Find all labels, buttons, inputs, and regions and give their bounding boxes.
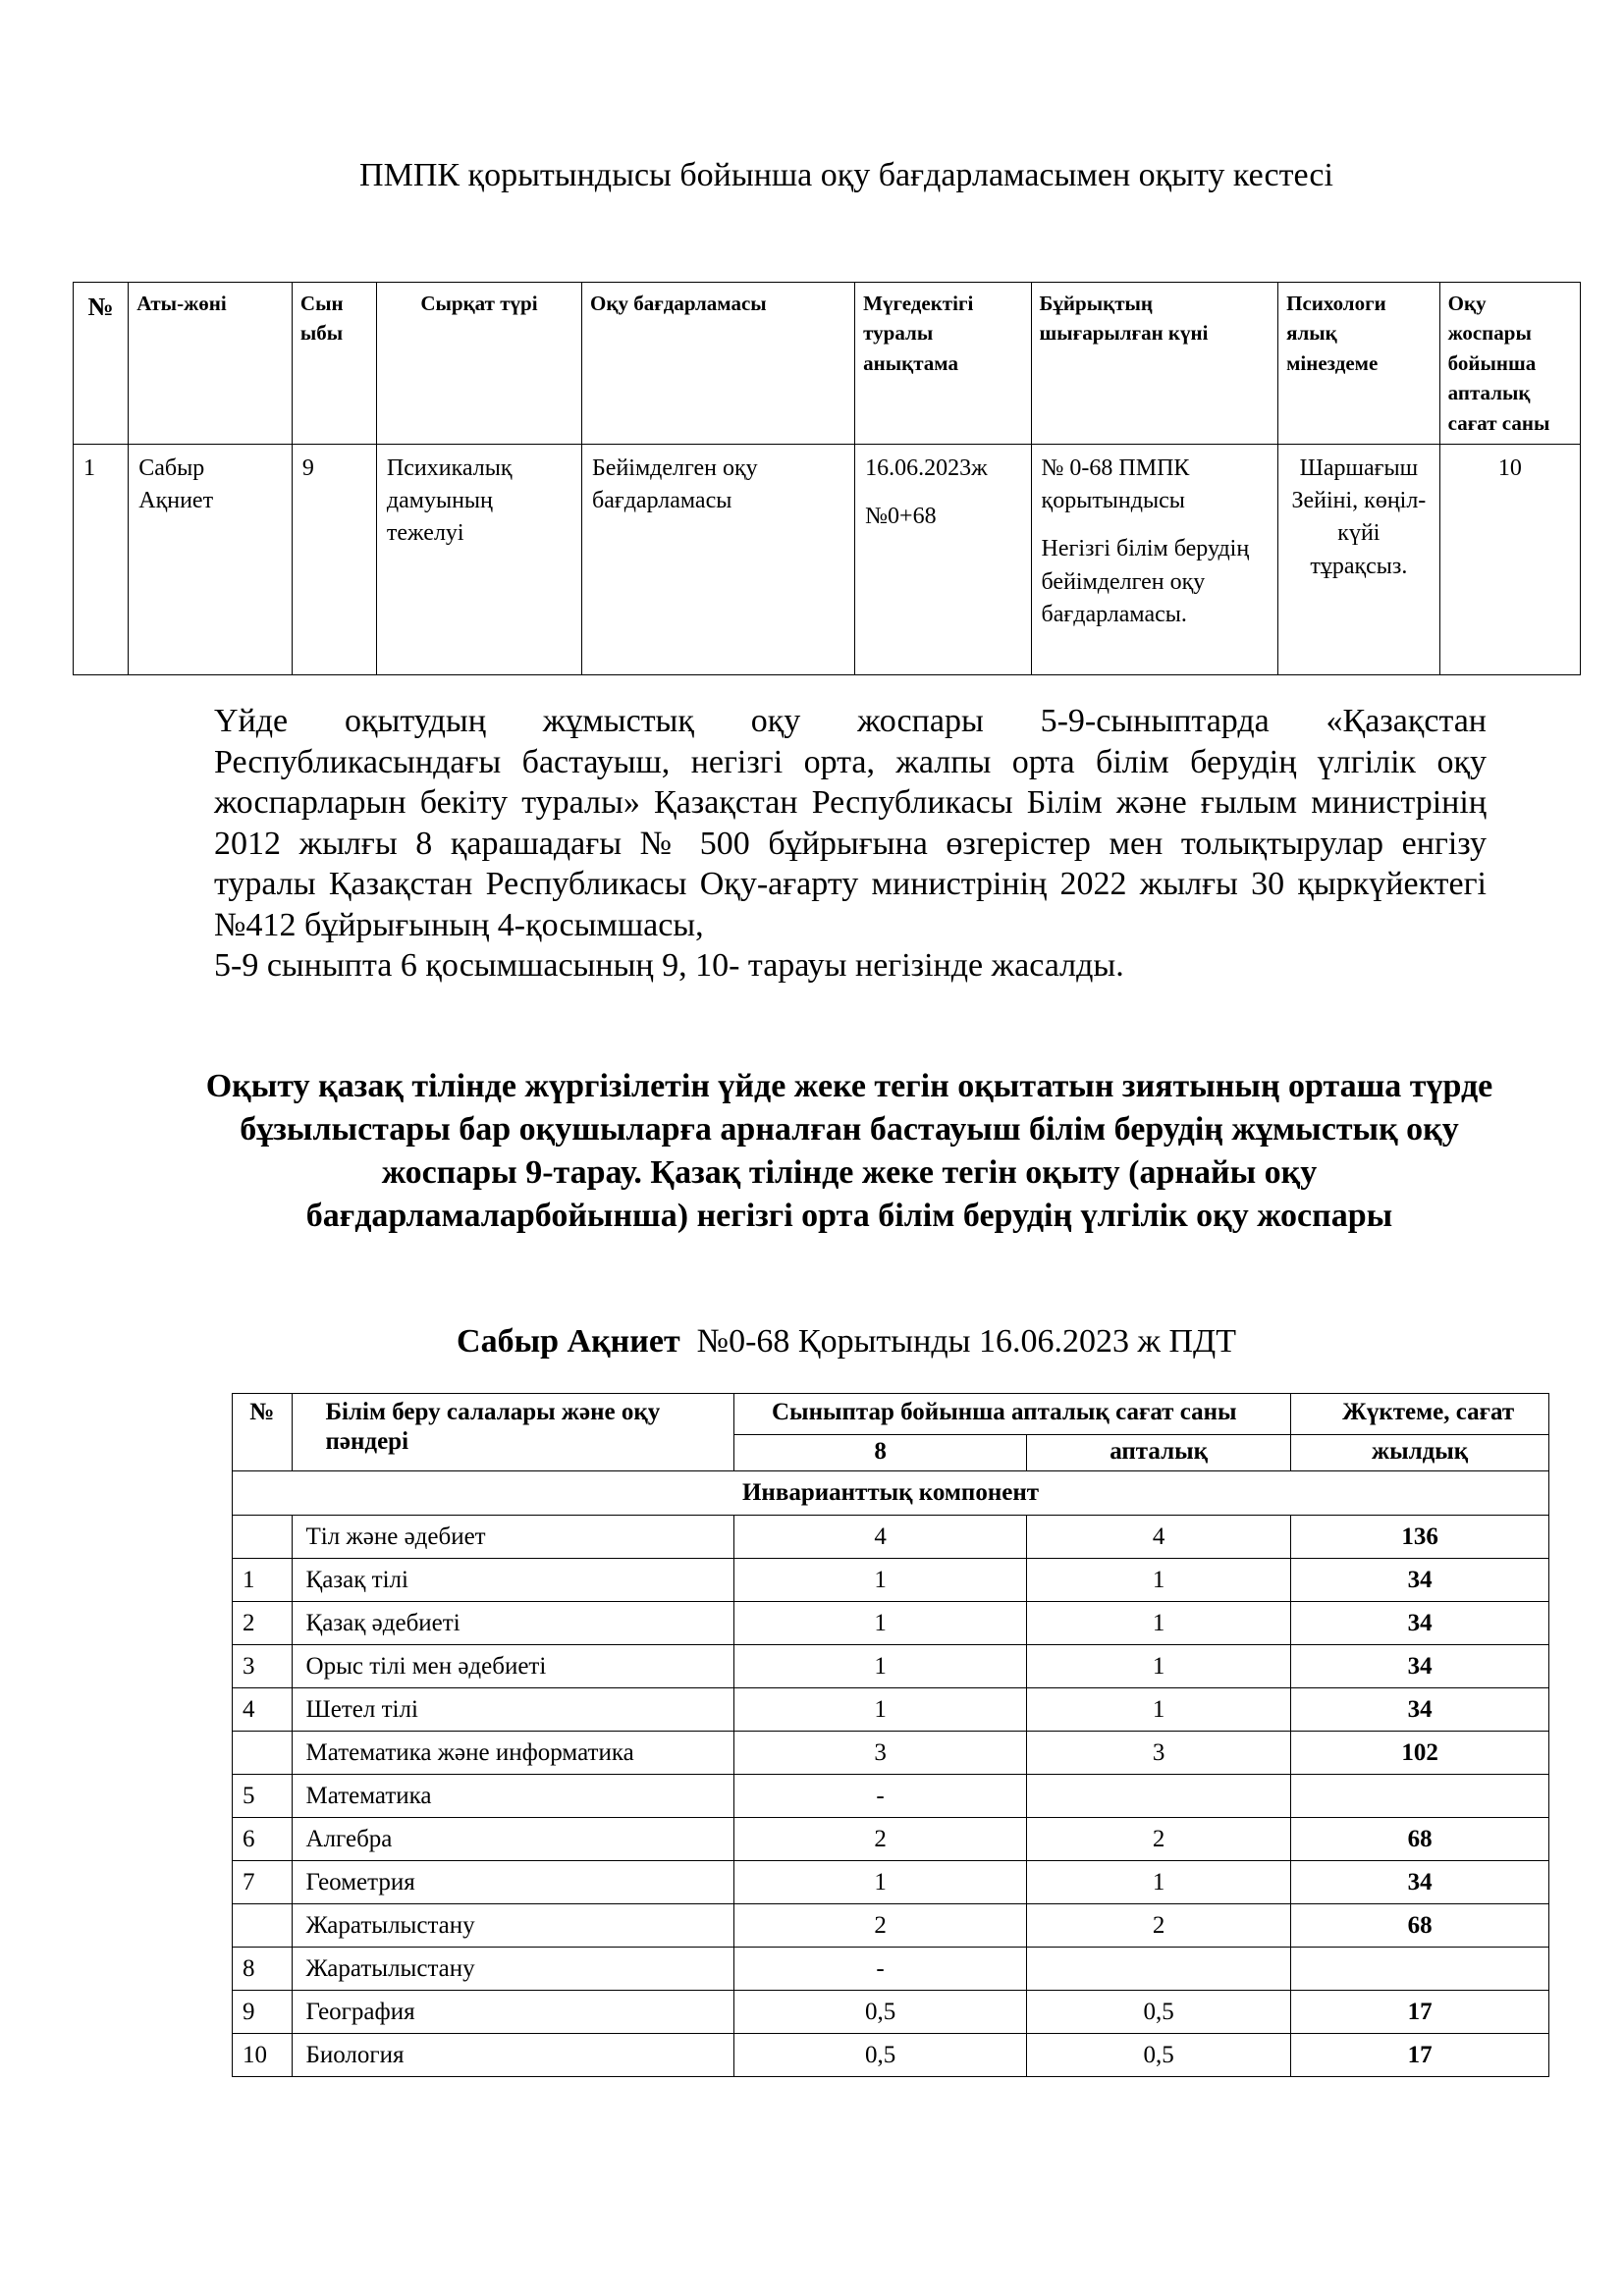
row-weekly: 1 bbox=[1027, 1861, 1291, 1904]
row-weekly: 0,5 bbox=[1027, 2034, 1291, 2077]
row-subject: Биология bbox=[292, 2034, 733, 2077]
row-weekly: 1 bbox=[1027, 1688, 1291, 1732]
row-num: 6 bbox=[233, 1818, 293, 1861]
row-num: 3 bbox=[233, 1645, 293, 1688]
header-disability: Мүгедектігі туралы анықтама bbox=[855, 283, 1031, 445]
main-paragraph bbox=[214, 701, 1487, 987]
row-grade-8: - bbox=[734, 1775, 1027, 1818]
row-num: 4 bbox=[233, 1688, 293, 1732]
student-line bbox=[0, 1323, 1624, 1361]
row-grade-8: 1 bbox=[734, 1645, 1027, 1688]
row-num: 5 bbox=[233, 1775, 293, 1818]
row-num: 9 bbox=[233, 1991, 293, 2034]
table-row bbox=[233, 1732, 1549, 1775]
row-yearly bbox=[1291, 1775, 1549, 1818]
row-num: 10 bbox=[233, 2034, 293, 2077]
row-grade-8: 1 bbox=[734, 1861, 1027, 1904]
cell-num: 1 bbox=[74, 445, 129, 675]
row-num bbox=[233, 1732, 293, 1775]
row-subject: Математика bbox=[292, 1775, 733, 1818]
row-yearly: 17 bbox=[1291, 2034, 1549, 2077]
row-yearly: 102 bbox=[1291, 1732, 1549, 1775]
header-name: Аты-жөні bbox=[129, 283, 293, 445]
row-weekly: 2 bbox=[1027, 1818, 1291, 1861]
cell-disease: Психикалық дамуының тежелуі bbox=[376, 445, 581, 675]
header-num: № bbox=[74, 283, 129, 445]
row-subject: Жаратылыстану bbox=[292, 1904, 733, 1948]
row-grade-8: 2 bbox=[734, 1904, 1027, 1948]
table-row bbox=[233, 2034, 1549, 2077]
table-row bbox=[233, 1688, 1549, 1732]
curriculum-table bbox=[232, 1393, 1549, 2077]
table-row bbox=[233, 1516, 1549, 1559]
table-row bbox=[233, 1818, 1549, 1861]
table-row bbox=[233, 1861, 1549, 1904]
cell-hours: 10 bbox=[1439, 445, 1580, 675]
row-grade-8: 1 bbox=[734, 1602, 1027, 1645]
section-invariant: Инварианттық компонент bbox=[233, 1471, 1549, 1516]
table-row bbox=[233, 1948, 1549, 1991]
row-subject: Қазақ әдебиеті bbox=[292, 1602, 733, 1645]
row-grade-8: 1 bbox=[734, 1688, 1027, 1732]
row-yearly: 136 bbox=[1291, 1516, 1549, 1559]
row-weekly: 2 bbox=[1027, 1904, 1291, 1948]
row-subject: Қазақ тілі bbox=[292, 1559, 733, 1602]
row-weekly: 1 bbox=[1027, 1559, 1291, 1602]
row-yearly: 68 bbox=[1291, 1904, 1549, 1948]
header-program: Оқу бағдарламасы bbox=[582, 283, 855, 445]
header-psych-line3: мінездеме bbox=[1286, 350, 1379, 375]
cell-grade: 9 bbox=[292, 445, 376, 675]
row-yearly: 68 bbox=[1291, 1818, 1549, 1861]
header-psych-line1: Психологи bbox=[1286, 292, 1386, 315]
table-header-row bbox=[74, 283, 1581, 445]
row-grade-8: 4 bbox=[734, 1516, 1027, 1559]
table-row bbox=[233, 1559, 1549, 1602]
curriculum-header-row bbox=[233, 1394, 1549, 1435]
row-weekly bbox=[1027, 1775, 1291, 1818]
section-row bbox=[233, 1471, 1549, 1516]
curriculum-header-grades: Сыныптар бойынша апталық сағат саны bbox=[734, 1394, 1291, 1435]
subheader-weekly: апталық bbox=[1027, 1435, 1291, 1471]
row-weekly: 1 bbox=[1027, 1645, 1291, 1688]
row-yearly bbox=[1291, 1948, 1549, 1991]
table-row bbox=[233, 1602, 1549, 1645]
row-weekly bbox=[1027, 1948, 1291, 1991]
cell-psych: Шаршағыш Зейіні, көңіл-күйі тұрақсыз. bbox=[1278, 445, 1440, 675]
row-subject: География bbox=[292, 1991, 733, 2034]
row-weekly: 4 bbox=[1027, 1516, 1291, 1559]
main-paragraph-last-line: 5-9 сыныпта 6 қосымшасының 9, 10- тарауы негізінде жасалды. bbox=[214, 947, 1124, 984]
header-order-date: Бұйрықтың шығарылған күні bbox=[1031, 283, 1278, 445]
cell-order bbox=[1031, 445, 1278, 675]
row-num bbox=[233, 1904, 293, 1948]
row-num bbox=[233, 1516, 293, 1559]
curriculum-header-load: Жүктеме, сағат bbox=[1291, 1394, 1549, 1435]
row-subject: Орыс тілі мен әдебиеті bbox=[292, 1645, 733, 1688]
pmpk-schedule-table bbox=[73, 282, 1581, 675]
subheader-grade-8: 8 bbox=[734, 1435, 1027, 1471]
row-num: 1 bbox=[233, 1559, 293, 1602]
row-grade-8: 3 bbox=[734, 1732, 1027, 1775]
row-subject: Геометрия bbox=[292, 1861, 733, 1904]
header-grade bbox=[292, 283, 376, 445]
subheader-yearly: жылдық bbox=[1291, 1435, 1549, 1471]
row-subject: Тіл және әдебиет bbox=[292, 1516, 733, 1559]
row-num: 2 bbox=[233, 1602, 293, 1645]
header-hours: Оқу жоспары бойынша апталық сағат саны bbox=[1439, 283, 1580, 445]
page-title: ПМПК қорытындысы бойынша оқу бағдарламасымен оқыту кестесі bbox=[359, 157, 1333, 193]
table-row bbox=[233, 1904, 1549, 1948]
row-subject: Математика және информатика bbox=[292, 1732, 733, 1775]
curriculum-header-num: № bbox=[233, 1394, 293, 1471]
row-subject: Шетел тілі bbox=[292, 1688, 733, 1732]
table-row bbox=[233, 1775, 1549, 1818]
table-row bbox=[74, 445, 1581, 675]
order-line-2: Негізгі білім берудің бейімделген оқу бағдарламасы. bbox=[1041, 536, 1250, 627]
plan-title: Оқыту қазақ тілінде жүргізілетін үйде жеке тегін оқытатын зиятының орташа түрде бұзылыстары бар оқушыларға арналған бастауыш білім берудің жұмыстық оқу жоспары 9-тарау. Қазақ тілінде жеке тегін оқыту (арнайы оқу бағдарламаларбойынша) негізгі орта білім берудің үлгілік оқу жоспары bbox=[205, 1068, 1493, 1234]
disability-number: №0+68 bbox=[865, 504, 937, 530]
row-yearly: 34 bbox=[1291, 1861, 1549, 1904]
row-weekly: 1 bbox=[1027, 1602, 1291, 1645]
row-num: 7 bbox=[233, 1861, 293, 1904]
row-weekly: 0,5 bbox=[1027, 1991, 1291, 2034]
main-paragraph-text: Үйде оқытудың жұмыстық оқу жоспары 5-9-сыныптарда «Қазақстан Республикасындағы бастауыш, негізгі орта, жалпы орта білім берудің үлгілік оқу жоспарларын бекіту туралы» Қазақстан Республикасы Білім және ғылым министрінің 2012 жылғы 8 қарашадағы № 500 бұйрығына өзгерістер мен толықтырулар енгізу туралы Қазақстан Республикасы Оқу-ағарту министрінің 2022 жылғы 30 қыркүйектегі №412 бұйрығының 4-қосымшасы, bbox=[214, 703, 1487, 943]
header-psych-line2: ялық bbox=[1286, 321, 1337, 346]
curriculum-header-area: Білім беру салалары және оқу пәндері bbox=[292, 1394, 733, 1471]
table-row bbox=[233, 1991, 1549, 2034]
row-weekly: 3 bbox=[1027, 1732, 1291, 1775]
disability-date: 16.06.2023ж bbox=[865, 455, 988, 482]
row-grade-8: 0,5 bbox=[734, 2034, 1027, 2077]
header-psych bbox=[1278, 283, 1440, 445]
row-yearly: 34 bbox=[1291, 1645, 1549, 1688]
cell-name: Сабыр Ақниет bbox=[129, 445, 293, 675]
row-grade-8: 1 bbox=[734, 1559, 1027, 1602]
row-yearly: 34 bbox=[1291, 1559, 1549, 1602]
row-grade-8: - bbox=[734, 1948, 1027, 1991]
row-yearly: 34 bbox=[1291, 1602, 1549, 1645]
row-subject: Алгебра bbox=[292, 1818, 733, 1861]
row-yearly: 34 bbox=[1291, 1688, 1549, 1732]
cell-program: Бейімделген оқу бағдарламасы bbox=[582, 445, 855, 675]
curriculum-body bbox=[233, 1516, 1549, 2077]
row-grade-8: 0,5 bbox=[734, 1991, 1027, 2034]
row-num: 8 bbox=[233, 1948, 293, 1991]
student-name: Сабыр Ақниет bbox=[457, 1323, 680, 1360]
order-line-1: № 0-68 ПМПК қорытындысы bbox=[1041, 455, 1190, 514]
student-details: №0-68 Қорытынды 16.06.2023 ж ПДТ bbox=[679, 1323, 1236, 1360]
row-yearly: 17 bbox=[1291, 1991, 1549, 2034]
cell-disability bbox=[855, 445, 1031, 675]
header-grade-line2: ыбы bbox=[299, 321, 344, 346]
table-row bbox=[233, 1645, 1549, 1688]
header-disease: Сырқат түрі bbox=[376, 283, 581, 445]
row-grade-8: 2 bbox=[734, 1818, 1027, 1861]
row-subject: Жаратылыстану bbox=[292, 1948, 733, 1991]
header-grade-line1: Сын bbox=[299, 292, 344, 315]
